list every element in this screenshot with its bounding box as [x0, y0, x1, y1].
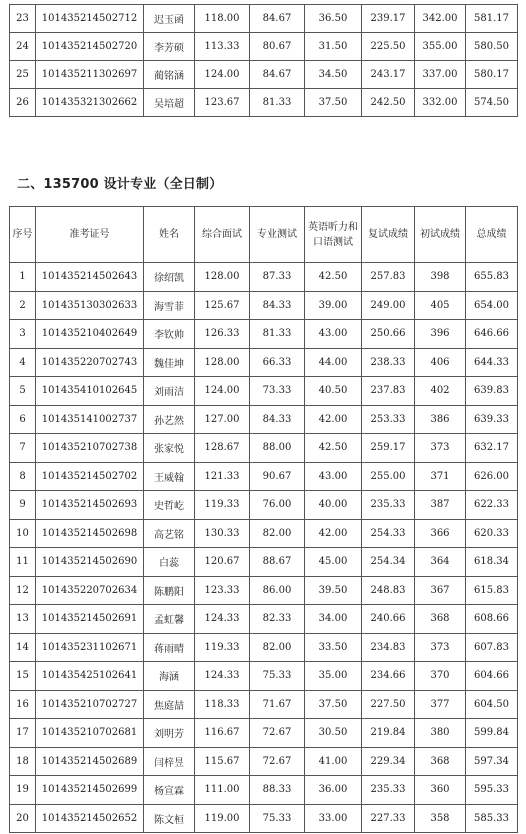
table-row	[10, 291, 518, 320]
english-test-cell: 43.00	[305, 320, 362, 349]
professional-test-cell: 88.33	[250, 776, 305, 805]
initial-score-cell: 358	[415, 804, 466, 833]
table-row	[10, 491, 518, 520]
exam-id-cell: 101435210702727	[36, 690, 144, 719]
retest-score-cell: 242.50	[362, 89, 415, 117]
initial-score-cell: 370	[415, 662, 466, 691]
initial-score-cell: 398	[415, 263, 466, 292]
seq-cell: 5	[10, 377, 36, 406]
seq-cell: 20	[10, 804, 36, 833]
english-test-cell: 45.00	[305, 548, 362, 577]
exam-id-cell: 101435214502720	[36, 33, 144, 61]
exam-id-cell: 101435220702634	[36, 576, 144, 605]
table-row	[10, 605, 518, 634]
total-score-cell: 585.33	[466, 804, 518, 833]
retest-score-cell: 227.33	[362, 804, 415, 833]
interview-cell: 111.00	[195, 776, 250, 805]
seq-cell: 10	[10, 519, 36, 548]
exam-id-cell: 101435141002737	[36, 405, 144, 434]
total-score-cell: 607.83	[466, 633, 518, 662]
total-score-cell: 599.84	[466, 719, 518, 748]
design-major-score-table	[9, 206, 518, 833]
initial-score-cell: 368	[415, 747, 466, 776]
interview-cell: 128.67	[195, 434, 250, 463]
english-test-cell: 31.50	[305, 33, 362, 61]
total-score-cell: 574.50	[466, 89, 518, 117]
english-test-cell: 40.00	[305, 491, 362, 520]
initial-score-cell: 337.00	[415, 61, 466, 89]
table-header-row	[10, 207, 518, 263]
english-test-cell: 42.50	[305, 263, 362, 292]
exam-id-cell: 101435214502690	[36, 548, 144, 577]
interview-cell: 130.33	[195, 519, 250, 548]
header-retest-score: 复试成绩	[362, 207, 415, 263]
english-test-cell: 39.00	[305, 291, 362, 320]
table-row	[10, 548, 518, 577]
total-score-cell: 595.33	[466, 776, 518, 805]
total-score-cell: 632.17	[466, 434, 518, 463]
initial-score-cell: 386	[415, 405, 466, 434]
retest-score-cell: 219.84	[362, 719, 415, 748]
interview-cell: 124.00	[195, 377, 250, 406]
name-cell: 陈鹏阳	[144, 576, 195, 605]
exam-id-cell: 101435214502691	[36, 605, 144, 634]
retest-score-cell: 257.83	[362, 263, 415, 292]
retest-score-cell: 253.33	[362, 405, 415, 434]
initial-score-cell: 366	[415, 519, 466, 548]
interview-cell: 128.00	[195, 263, 250, 292]
professional-test-cell: 76.00	[250, 491, 305, 520]
exam-id-cell: 101435231102671	[36, 633, 144, 662]
header-name: 姓名	[144, 207, 195, 263]
table-row	[10, 519, 518, 548]
section-title: 二、135700 设计专业（全日制）	[17, 177, 223, 192]
interview-cell: 119.00	[195, 804, 250, 833]
table-row	[10, 804, 518, 833]
name-cell: 闫梓昱	[144, 747, 195, 776]
retest-score-cell: 225.50	[362, 33, 415, 61]
table-row	[10, 377, 518, 406]
retest-score-cell: 249.00	[362, 291, 415, 320]
name-cell: 李钦帅	[144, 320, 195, 349]
seq-cell: 6	[10, 405, 36, 434]
english-test-cell: 34.00	[305, 605, 362, 634]
seq-cell: 23	[10, 5, 36, 33]
interview-cell: 115.67	[195, 747, 250, 776]
seq-cell: 11	[10, 548, 36, 577]
total-score-cell: 581.17	[466, 5, 518, 33]
seq-cell: 2	[10, 291, 36, 320]
professional-test-cell: 73.33	[250, 377, 305, 406]
total-score-cell: 646.66	[466, 320, 518, 349]
professional-test-cell: 71.67	[250, 690, 305, 719]
english-test-cell: 34.50	[305, 61, 362, 89]
professional-test-cell: 88.00	[250, 434, 305, 463]
initial-score-cell: 405	[415, 291, 466, 320]
seq-cell: 17	[10, 719, 36, 748]
header-seq: 序号	[10, 207, 36, 263]
name-cell: 白蕊	[144, 548, 195, 577]
seq-cell: 26	[10, 89, 36, 117]
retest-score-cell: 243.17	[362, 61, 415, 89]
interview-cell: 113.33	[195, 33, 250, 61]
table-row	[10, 89, 518, 117]
initial-score-cell: 387	[415, 491, 466, 520]
table-row	[10, 690, 518, 719]
initial-score-cell: 332.00	[415, 89, 466, 117]
retest-score-cell: 237.83	[362, 377, 415, 406]
name-cell: 史哲屹	[144, 491, 195, 520]
interview-cell: 119.33	[195, 491, 250, 520]
name-cell: 焦庭喆	[144, 690, 195, 719]
initial-score-cell: 371	[415, 462, 466, 491]
table-row	[10, 719, 518, 748]
total-score-cell: 580.17	[466, 61, 518, 89]
name-cell: 孙艺然	[144, 405, 195, 434]
exam-id-cell: 101435321302662	[36, 89, 144, 117]
previous-section-table	[9, 4, 518, 117]
total-score-cell: 654.00	[466, 291, 518, 320]
total-score-cell: 580.50	[466, 33, 518, 61]
english-test-cell: 41.00	[305, 747, 362, 776]
retest-score-cell: 235.33	[362, 776, 415, 805]
table-row	[10, 61, 518, 89]
seq-cell: 1	[10, 263, 36, 292]
professional-test-cell: 75.33	[250, 804, 305, 833]
table-row	[10, 5, 518, 33]
exam-id-cell: 101435214502712	[36, 5, 144, 33]
total-score-cell: 597.34	[466, 747, 518, 776]
exam-id-cell: 101435214502643	[36, 263, 144, 292]
seq-cell: 9	[10, 491, 36, 520]
english-test-cell: 35.00	[305, 662, 362, 691]
total-score-cell: 604.66	[466, 662, 518, 691]
total-score-cell: 639.83	[466, 377, 518, 406]
initial-score-cell: 364	[415, 548, 466, 577]
retest-score-cell: 254.34	[362, 548, 415, 577]
initial-score-cell: 380	[415, 719, 466, 748]
retest-score-cell: 227.50	[362, 690, 415, 719]
header-initial-score: 初试成绩	[415, 207, 466, 263]
english-test-cell: 36.50	[305, 5, 362, 33]
header-english-test: 英语听力和口语测试	[305, 207, 362, 263]
seq-cell: 16	[10, 690, 36, 719]
retest-score-cell: 248.83	[362, 576, 415, 605]
table-row	[10, 348, 518, 377]
name-cell: 吴培超	[144, 89, 195, 117]
name-cell: 蔺铭涵	[144, 61, 195, 89]
table-row	[10, 263, 518, 292]
name-cell: 高艺铭	[144, 519, 195, 548]
interview-cell: 124.00	[195, 61, 250, 89]
seq-cell: 19	[10, 776, 36, 805]
table-row	[10, 405, 518, 434]
interview-cell: 118.00	[195, 5, 250, 33]
total-score-cell: 615.83	[466, 576, 518, 605]
seq-cell: 12	[10, 576, 36, 605]
english-test-cell: 42.00	[305, 519, 362, 548]
english-test-cell: 37.50	[305, 690, 362, 719]
english-test-cell: 39.50	[305, 576, 362, 605]
name-cell: 刘明芳	[144, 719, 195, 748]
initial-score-cell: 373	[415, 434, 466, 463]
professional-test-cell: 84.33	[250, 291, 305, 320]
interview-cell: 121.33	[195, 462, 250, 491]
total-score-cell: 604.50	[466, 690, 518, 719]
exam-id-cell: 101435410102645	[36, 377, 144, 406]
exam-id-cell: 101435210402649	[36, 320, 144, 349]
professional-test-cell: 75.33	[250, 662, 305, 691]
initial-score-cell: 342.00	[415, 5, 466, 33]
interview-cell: 124.33	[195, 662, 250, 691]
exam-id-cell: 101435214502702	[36, 462, 144, 491]
english-test-cell: 33.50	[305, 633, 362, 662]
initial-score-cell: 367	[415, 576, 466, 605]
interview-cell: 118.33	[195, 690, 250, 719]
professional-test-cell: 86.00	[250, 576, 305, 605]
seq-cell: 8	[10, 462, 36, 491]
english-test-cell: 40.50	[305, 377, 362, 406]
seq-cell: 25	[10, 61, 36, 89]
total-score-cell: 639.33	[466, 405, 518, 434]
name-cell: 海雪菲	[144, 291, 195, 320]
english-test-cell: 44.00	[305, 348, 362, 377]
total-score-cell: 608.66	[466, 605, 518, 634]
design-major-rows	[10, 263, 518, 833]
exam-id-cell: 101435214502689	[36, 747, 144, 776]
interview-cell: 124.33	[195, 605, 250, 634]
name-cell: 魏佳坤	[144, 348, 195, 377]
name-cell: 海涵	[144, 662, 195, 691]
exam-id-cell: 101435220702743	[36, 348, 144, 377]
interview-cell: 119.33	[195, 633, 250, 662]
initial-score-cell: 355.00	[415, 33, 466, 61]
retest-score-cell: 259.17	[362, 434, 415, 463]
professional-test-cell: 72.67	[250, 747, 305, 776]
professional-test-cell: 66.33	[250, 348, 305, 377]
total-score-cell: 644.33	[466, 348, 518, 377]
professional-test-cell: 90.67	[250, 462, 305, 491]
interview-cell: 116.67	[195, 719, 250, 748]
professional-test-cell: 82.33	[250, 605, 305, 634]
exam-id-cell: 101435210702738	[36, 434, 144, 463]
professional-test-cell: 82.00	[250, 519, 305, 548]
english-test-cell: 33.00	[305, 804, 362, 833]
name-cell: 陈文桓	[144, 804, 195, 833]
name-cell: 杨宣霖	[144, 776, 195, 805]
table-row	[10, 320, 518, 349]
exam-id-cell: 101435214502699	[36, 776, 144, 805]
initial-score-cell: 402	[415, 377, 466, 406]
seq-cell: 13	[10, 605, 36, 634]
english-test-cell: 36.00	[305, 776, 362, 805]
total-score-cell: 618.34	[466, 548, 518, 577]
seq-cell: 7	[10, 434, 36, 463]
name-cell: 迟玉函	[144, 5, 195, 33]
name-cell: 王威翰	[144, 462, 195, 491]
exam-id-cell: 101435214502698	[36, 519, 144, 548]
table-row	[10, 776, 518, 805]
retest-score-cell: 229.34	[362, 747, 415, 776]
table-row	[10, 662, 518, 691]
seq-cell: 14	[10, 633, 36, 662]
header-interview: 综合面试	[195, 207, 250, 263]
seq-cell: 4	[10, 348, 36, 377]
english-test-cell: 42.50	[305, 434, 362, 463]
initial-score-cell: 377	[415, 690, 466, 719]
professional-test-cell: 81.33	[250, 320, 305, 349]
interview-cell: 123.67	[195, 89, 250, 117]
exam-id-cell: 101435211302697	[36, 61, 144, 89]
initial-score-cell: 373	[415, 633, 466, 662]
seq-cell: 18	[10, 747, 36, 776]
exam-id-cell: 101435210702681	[36, 719, 144, 748]
initial-score-cell: 406	[415, 348, 466, 377]
interview-cell: 125.67	[195, 291, 250, 320]
retest-score-cell: 239.17	[362, 5, 415, 33]
english-test-cell: 42.00	[305, 405, 362, 434]
total-score-cell: 622.33	[466, 491, 518, 520]
interview-cell: 120.67	[195, 548, 250, 577]
english-test-cell: 37.50	[305, 89, 362, 117]
initial-score-cell: 368	[415, 605, 466, 634]
header-exam-id: 准考证号	[36, 207, 144, 263]
seq-cell: 15	[10, 662, 36, 691]
initial-score-cell: 396	[415, 320, 466, 349]
professional-test-cell: 87.33	[250, 263, 305, 292]
table-row	[10, 462, 518, 491]
initial-score-cell: 360	[415, 776, 466, 805]
name-cell: 孟虹馨	[144, 605, 195, 634]
retest-score-cell: 255.00	[362, 462, 415, 491]
english-test-cell: 30.50	[305, 719, 362, 748]
table-row	[10, 747, 518, 776]
name-cell: 张家悦	[144, 434, 195, 463]
retest-score-cell: 238.33	[362, 348, 415, 377]
retest-score-cell: 235.33	[362, 491, 415, 520]
seq-cell: 24	[10, 33, 36, 61]
professional-test-cell: 72.67	[250, 719, 305, 748]
retest-score-cell: 234.66	[362, 662, 415, 691]
professional-test-cell: 84.67	[250, 61, 305, 89]
total-score-cell: 626.00	[466, 462, 518, 491]
name-cell: 蒋雨晴	[144, 633, 195, 662]
name-cell: 李芳硕	[144, 33, 195, 61]
table-row	[10, 33, 518, 61]
table-row	[10, 434, 518, 463]
header-professional-test: 专业测试	[250, 207, 305, 263]
professional-test-cell: 82.00	[250, 633, 305, 662]
exam-id-cell: 101435214502693	[36, 491, 144, 520]
exam-id-cell: 101435425102641	[36, 662, 144, 691]
professional-test-cell: 88.67	[250, 548, 305, 577]
total-score-cell: 655.83	[466, 263, 518, 292]
retest-score-cell: 234.83	[362, 633, 415, 662]
english-test-cell: 43.00	[305, 462, 362, 491]
table-row	[10, 633, 518, 662]
exam-id-cell: 101435214502652	[36, 804, 144, 833]
seq-cell: 3	[10, 320, 36, 349]
interview-cell: 128.00	[195, 348, 250, 377]
exam-id-cell: 101435130302633	[36, 291, 144, 320]
retest-score-cell: 250.66	[362, 320, 415, 349]
interview-cell: 126.33	[195, 320, 250, 349]
interview-cell: 123.33	[195, 576, 250, 605]
retest-score-cell: 240.66	[362, 605, 415, 634]
interview-cell: 127.00	[195, 405, 250, 434]
professional-test-cell: 81.33	[250, 89, 305, 117]
retest-score-cell: 254.33	[362, 519, 415, 548]
previous-section-rows	[10, 5, 518, 117]
professional-test-cell: 80.67	[250, 33, 305, 61]
header-total-score: 总成绩	[466, 207, 518, 263]
professional-test-cell: 84.67	[250, 5, 305, 33]
name-cell: 徐绍凯	[144, 263, 195, 292]
name-cell: 刘雨洁	[144, 377, 195, 406]
professional-test-cell: 84.33	[250, 405, 305, 434]
table-row	[10, 576, 518, 605]
total-score-cell: 620.33	[466, 519, 518, 548]
